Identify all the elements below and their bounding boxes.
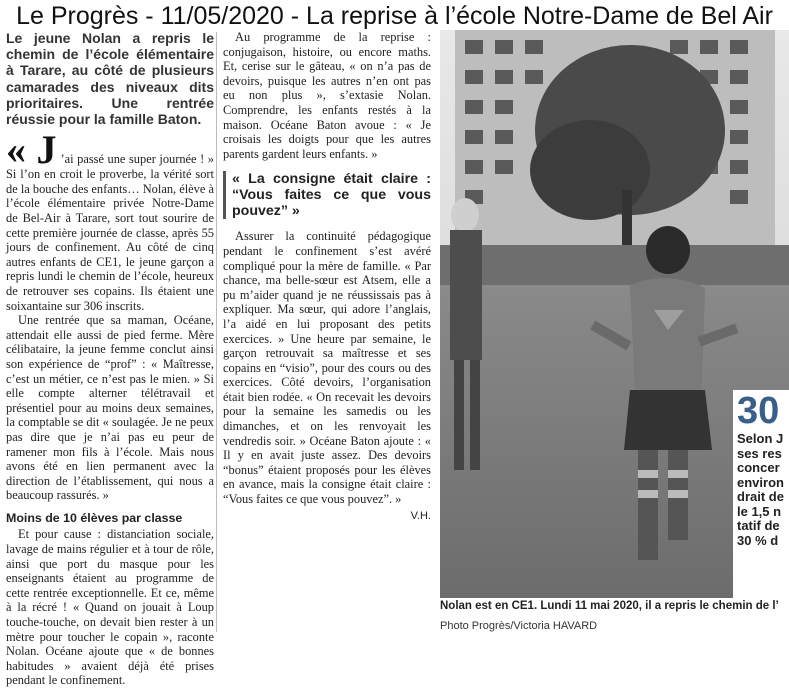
column-divider — [216, 32, 217, 632]
info-box-line: tatif de — [737, 518, 780, 533]
article-column-2 — [223, 30, 431, 638]
info-box-lines — [733, 432, 789, 548]
article-subhead: Moins de 10 élèves par classe — [6, 510, 183, 525]
info-box-line: 30 % d — [737, 532, 779, 548]
info-box-line: ses res — [737, 445, 782, 461]
intro-text: ’ai passé une super journée ! » Si l’on en croit le proverbe, la vérité sort de la bouche des enfants… Nolan, élève à l’école élémentaire privée Notre-Dame de Bel-Air à Tarare, sort tout sourire de cette première journée de classe, après 55 jours de confinement. Au côté de cinq autres enfants de CE1, le jeune garçon a repris lundi le chemin de l’école, heureux de retrouver ses copains. Ils étaient une soixantaine sur 306 inscrits. — [6, 152, 215, 313]
page-title: Le Progrès - 11/05/2020 - La reprise à l’école Notre-Dame de Bel Air — [16, 2, 773, 30]
article-paragraph-3: Et pour cause : distanciation sociale, lavage de mains régulier et à tour de rôle, ainsi que port du masque pour les enseignants étaient au programme de cette rentrée exceptionnelle. Et ce, même à la récré ! « Quand on jouait à Loup touche-touche, on devait bien rester à un mètre pour toucher le copain », raconte Nolan. Océane ajoute que « de bonnes habitudes » avaient déjà été prises pendant le confinement. — [6, 527, 214, 688]
photo-caption: Nolan est en CE1. Lundi 11 mai 2020, il a repris le chemin de l’ — [440, 600, 779, 612]
article-paragraph-2: Une rentrée que sa maman, Océane, attendait elle aussi de pied ferme. Mère célibataire, la jeune femme conclut ainsi son expérience de “prof” : « Maîtresse, c’est un métier, ce n’est pas le mien. » Si elle compte alterner télétravail et présentiel pour au moins deux semaines, la comptable se dit « soulagée. Je ne peux pas dire que je n’ai pas eu peur de ramener mon fils à l’école. Mais nous avons été en lien permanent avec la direction de l’établissement, qui nous a beaucoup rassurés. » — [6, 313, 214, 503]
pull-quote: « La consigne était claire : “Vous faites ce que vous pouvez” » — [223, 171, 431, 219]
info-box-number: 30 — [737, 390, 780, 432]
info-box-line: Selon J — [737, 431, 784, 446]
article-chapo: Le jeune Nolan a repris le chemin de l’école élémentaire à Tarare, au côté de plusieurs camarades des niveaux dits prioritaires. Une rentrée réussie pour la famille Baton. — [6, 30, 214, 128]
article-intro — [6, 127, 215, 313]
article-signature: V.H. — [410, 509, 431, 522]
info-box — [733, 390, 789, 598]
article-photo — [440, 30, 789, 598]
info-box-line: concer — [737, 460, 780, 475]
article-paragraph-5: Assurer la continuité pédagogique pendant le confinement s’est avéré compliqué pour la mère de famille. « Par chance, ma belle-sœur est Atsem, elle a pu m’aider quand je ne réussissais pas à expliquer. Ma sœur, qui adore l’anglais, l’a aidé en lui proposant des petits exercices. » Une heure par semaine, le garçon retrouvait sa maîtresse et ses copains en “visio”, pour des cours ou des exercices. Côté devoirs, l’organisation était bien rodée. « On recevait les devoirs pour la semaine les samedis ou les dimanches, et on les renvoyait les vendredis soir. » Océane Baton ajoute : « Il y en avait juste assez. Des devoirs “bonus” étaient proposés pour les élèves en avance, mais la consigne était claire : “Vous faites ce que vous pouvez”. » — [223, 229, 431, 507]
info-box-line: le 1,5 n — [737, 503, 782, 519]
info-box-line: environ — [737, 474, 784, 490]
article-paragraph-4: Au programme de la reprise : conjugaison, histoire, ou encore maths. Et, cerise sur le gâteau, « on n’a pas de devoirs, puisque les autres n’en ont pas eu non plus », s’extasie Nolan. Comprendre, les enfants restés à la maison. Océane Baton avoue : « Je croisais les doigts pour que les autres parents gardent leurs enfants. » — [223, 30, 431, 161]
photo-credit: Photo Progrès/Victoria HAVARD — [440, 620, 598, 632]
drop-cap: « J — [6, 127, 57, 173]
article-column-1 — [6, 30, 215, 688]
info-box-line: drait de — [737, 489, 784, 504]
